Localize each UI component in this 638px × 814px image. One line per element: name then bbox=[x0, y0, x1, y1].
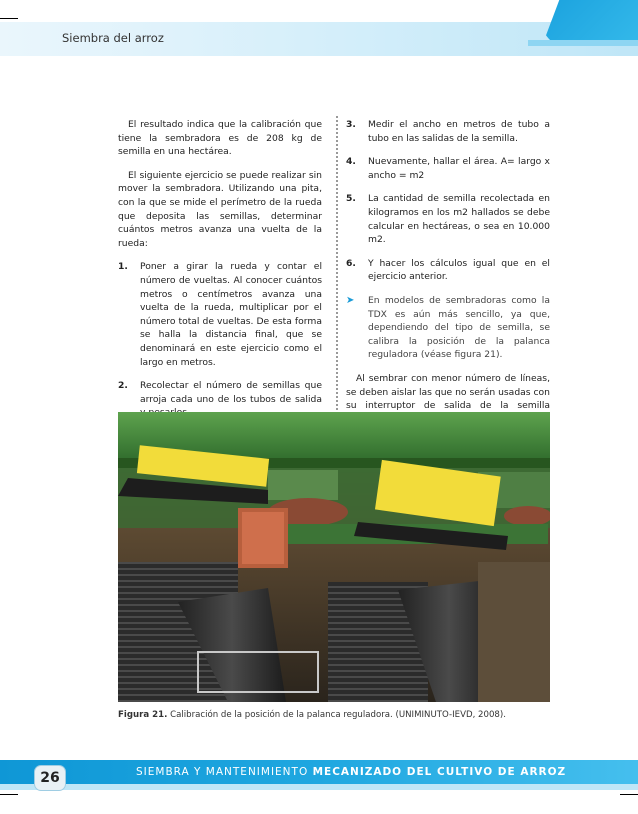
footer-title-light: SIEMBRA Y MANTENIMIENTO bbox=[136, 766, 309, 778]
paragraph: Al sembrar con menor número de líneas, se deben aislar las que no serán usadas con su interruptor de salida de la semilla bbox=[346, 372, 550, 412]
figure-label: Figura 21. bbox=[118, 710, 168, 720]
seeder-illustration bbox=[118, 412, 550, 702]
list-item bbox=[118, 260, 322, 369]
column-divider bbox=[336, 116, 338, 426]
list-text: Nuevamente, hallar el área. A= largo x ancho = m2 bbox=[368, 156, 550, 181]
crop-mark bbox=[0, 794, 18, 795]
list-text: Poner a girar la rueda y contar el número de vueltas. Al conocer cuántos metros o centímetros avanza una vuelta de la rueda, multiplicar por el número total de vueltas. De esta forma se halla la distancia final, que se denominará en este ejercicio como el largo en metros. bbox=[140, 261, 322, 368]
list-text: Y hacer los cálculos igual que en el ejercicio anterior. bbox=[368, 257, 550, 283]
crop-mark bbox=[0, 18, 18, 19]
right-column bbox=[346, 118, 550, 436]
list-item bbox=[346, 118, 550, 145]
list-number: 2. bbox=[118, 380, 128, 392]
header-stripe-decoration bbox=[528, 40, 638, 46]
paragraph: El siguiente ejercicio se puede realizar sin mover la sembradora. Utilizando una pita, con la que se mide el perímetro de la rueda que deposita las semillas, determinar cuántos metros avanza una vuelta de la rueda: bbox=[118, 169, 322, 249]
arrow-bullet-icon: ➤ bbox=[346, 294, 355, 306]
list-text: La cantidad de semilla recolectada en kilogramos en los m2 hallados se debe calcular en hectáreas, o sea en 10.000 m2. bbox=[368, 193, 550, 246]
list-number: 1. bbox=[118, 261, 128, 273]
figure-caption-text: Calibración de la posición de la palanca reguladora. (UNIMINUTO-IEVD, 2008). bbox=[170, 710, 506, 720]
running-title: Siembra del arroz bbox=[62, 31, 164, 45]
left-column bbox=[118, 118, 322, 430]
crop-mark bbox=[620, 794, 638, 795]
footer-title bbox=[136, 766, 566, 778]
paragraph: El resultado indica que la calibración que tiene la sembradora es de 208 kg de semilla en una hectárea. bbox=[118, 119, 322, 158]
footer-title-bold: MECANIZADO DEL CULTIVO DE ARROZ bbox=[312, 766, 567, 778]
list-text: Recolectar el número de semillas que arroja cada uno de los tubos de salida bbox=[140, 380, 322, 405]
list-number: 3. bbox=[346, 119, 356, 130]
bullet-note bbox=[346, 294, 550, 362]
list-text: Medir el ancho en metros de tubo a tubo en las salidas de la semilla. bbox=[368, 119, 550, 144]
page-number: 26 bbox=[34, 765, 66, 791]
list-number: 6. bbox=[346, 257, 356, 269]
bullet-text: En modelos de sembradoras como la TDX es aún más sencillo, ya que, dependiendo del tipo de semilla, se calibra la posición de la palanca reguladora (véase figura 21). bbox=[368, 294, 550, 361]
figure-caption bbox=[118, 710, 506, 720]
list-item bbox=[346, 257, 550, 284]
list-number: 5. bbox=[346, 193, 356, 205]
list-item bbox=[346, 192, 550, 246]
list-number: 4. bbox=[346, 156, 356, 168]
list-item bbox=[346, 155, 550, 182]
footer-stripe bbox=[0, 784, 638, 790]
figure-photo bbox=[118, 412, 550, 702]
